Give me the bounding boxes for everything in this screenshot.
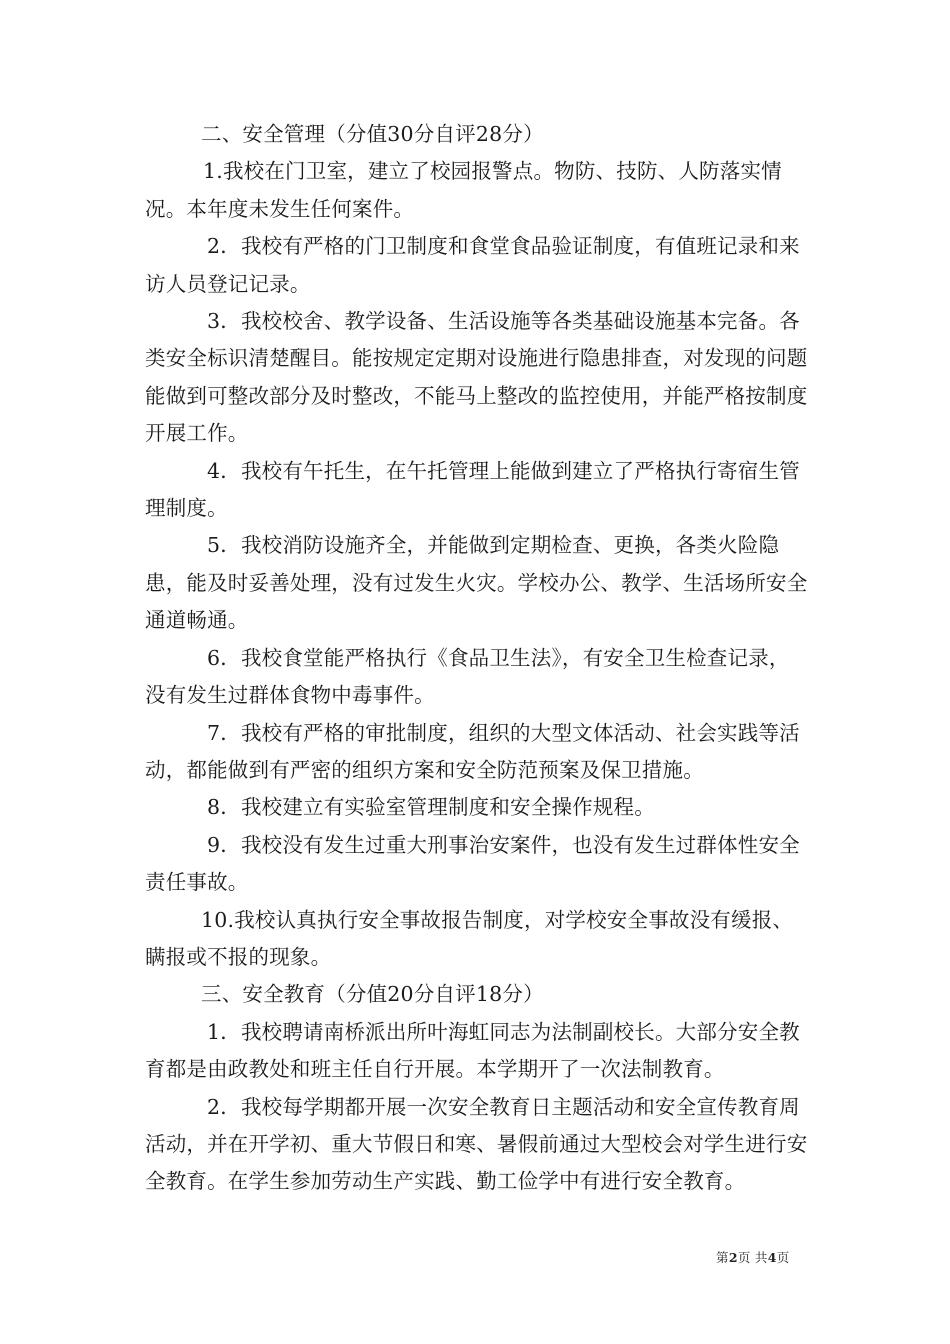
paragraph-item-6: 6．我校食堂能严格执行《食品卫生法》，有安全卫生检查记录，没有发生过群体食物中毒事件。	[145, 645, 790, 708]
paragraph-item-5: 5．我校消防设施齐全，并能做到定期检查、更换，各类火险隐患，能及时妥善处理，没有过发生火灾。学校办公、教学、生活场所安全通道畅通。	[145, 533, 808, 633]
footer-suffix: 页	[776, 1250, 790, 1265]
page-footer	[716, 1248, 790, 1266]
paragraph-item-9: 9．我校没有发生过重大刑事治安案件，也没有发生过群体性安全责任事故。	[145, 832, 800, 895]
footer-middle: 页 共	[737, 1250, 768, 1265]
paragraph-item-8: 8．我校建立有实验室管理制度和安全操作规程。	[207, 795, 655, 820]
footer-current-page: 2	[728, 1250, 738, 1265]
paragraph-edu-item-2: 2．我校每学期都开展一次安全教育日主题活动和安全宣传教育周活动，并在开学初、重大节假日和寒、暑假前通过大型校会对学生进行安全教育。在学生参加劳动生产实践、勤工俭学中有进行安全教育。	[145, 1094, 808, 1194]
paragraph-item-3: 3．我校校舍、教学设备、生活设施等各类基础设施基本完备。各类安全标识清楚醒目。能按规定定期对设施进行隐患排查，对发现的问题能做到可整改部分及时整改，不能马上整改的监控使用，并能严格按制度开展工作。	[145, 309, 808, 446]
section-heading-safety-management: 二、安全管理（分值30分自评28分）	[201, 122, 544, 146]
paragraph-item-4: 4．我校有午托生，在午托管理上能做到建立了严格执行寄宿生管理制度。	[145, 458, 800, 521]
document-body	[145, 116, 810, 1201]
section-heading-safety-education: 三、安全教育（分值20分自评18分）	[201, 982, 544, 1007]
footer-total-pages: 4	[767, 1250, 777, 1265]
footer-prefix: 第	[716, 1250, 729, 1265]
paragraph-item-1: 1.我校在门卫室，建立了校园报警点。物防、技防、人防落实情况。本年度未发生任何案件。	[145, 159, 782, 221]
paragraph-item-2: 2．我校有严格的门卫制度和食堂食品验证制度，有值班记录和来访人员登记记录。	[145, 234, 800, 296]
paragraph-item-7: 7．我校有严格的审批制度，组织的大型文体活动、社会实践等活动，都能做到有严密的组织方案和安全防范预案及保卫措施。	[145, 720, 800, 782]
paragraph-item-10: 10.我校认真执行安全事故报告制度，对学校安全事故没有缓报、瞒报或不报的现象。	[145, 907, 794, 969]
paragraph-edu-item-1: 1．我校聘请南桥派出所叶海虹同志为法制副校长。大部分安全教育都是由政教处和班主任自行开展。本学期开了一次法制教育。	[145, 1019, 800, 1082]
